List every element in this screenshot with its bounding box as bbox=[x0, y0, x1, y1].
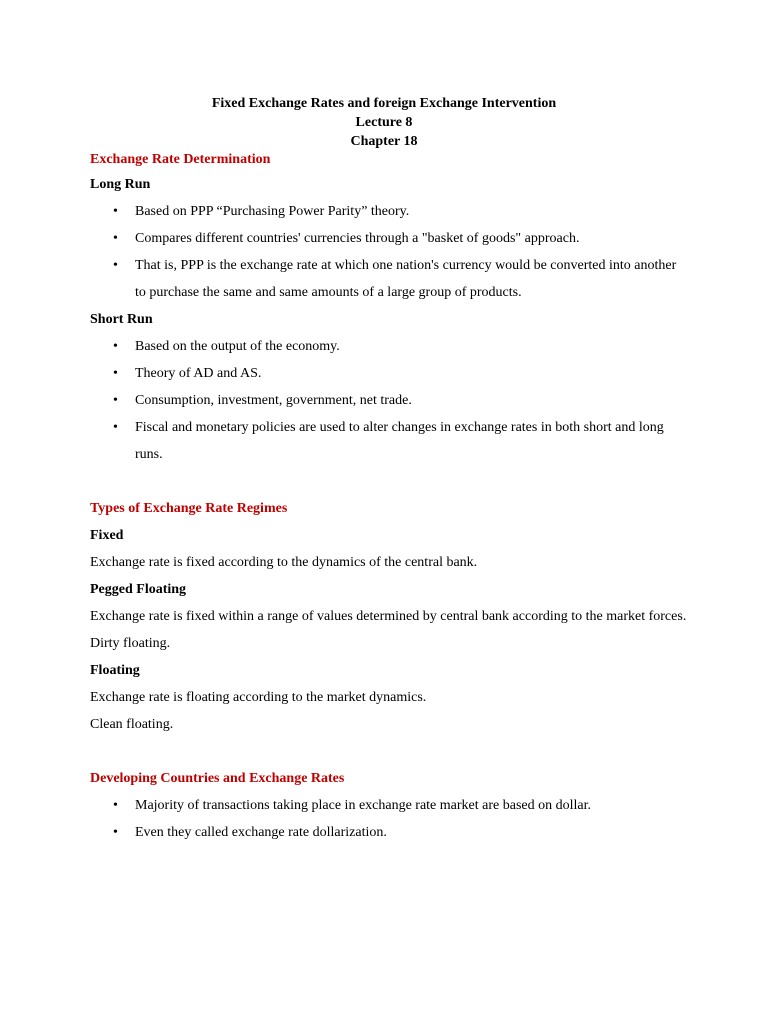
subheading-pegged-floating: Pegged Floating bbox=[90, 582, 187, 597]
title-line-3: Chapter 18 bbox=[350, 134, 418, 149]
list-item bbox=[90, 198, 690, 225]
bullet-icon: • bbox=[113, 393, 118, 408]
bullet-icon: • bbox=[113, 339, 118, 354]
title-line-2: Lecture 8 bbox=[355, 115, 413, 130]
list-item-text: That is, PPP is the exchange rate at which one nation's currency would be converted into another to purchase the same and same amounts of a large group of products. bbox=[135, 258, 677, 300]
bullet-icon: • bbox=[113, 798, 118, 813]
spacer bbox=[90, 468, 690, 495]
section-heading-developing-countries: Developing Countries and Exchange Rates bbox=[90, 771, 345, 786]
list-item-text: Consumption, investment, government, net trade. bbox=[135, 393, 412, 408]
list-item-text: Theory of AD and AS. bbox=[135, 366, 262, 381]
bullet-icon: • bbox=[113, 825, 118, 840]
list-item-text: Based on PPP “Purchasing Power Parity” theory. bbox=[135, 204, 410, 219]
subheading-short-run: Short Run bbox=[90, 312, 153, 327]
list-item bbox=[90, 360, 690, 387]
subheading-long-run: Long Run bbox=[90, 177, 151, 192]
list-item bbox=[90, 819, 690, 846]
bullet-icon: • bbox=[113, 420, 118, 435]
subheading-floating: Floating bbox=[90, 663, 140, 678]
bullet-icon: • bbox=[113, 366, 118, 381]
section-heading-exchange-rate-regimes: Types of Exchange Rate Regimes bbox=[90, 501, 288, 516]
title-line-1: Fixed Exchange Rates and foreign Exchange Intervention bbox=[211, 96, 557, 111]
floating-note: Clean floating. bbox=[90, 717, 174, 732]
list-item bbox=[90, 225, 690, 252]
list-item-text: Compares different countries' currencies through a "basket of goods" approach. bbox=[135, 231, 580, 246]
short-run-list bbox=[90, 333, 690, 468]
floating-description: Exchange rate is floating according to the market dynamics. bbox=[90, 690, 427, 705]
document-title bbox=[0, 94, 768, 151]
spacer bbox=[90, 738, 690, 765]
list-item-text: Even they called exchange rate dollarization. bbox=[135, 825, 387, 840]
bullet-icon: • bbox=[113, 258, 118, 273]
list-item-text: Based on the output of the economy. bbox=[135, 339, 340, 354]
long-run-list bbox=[90, 198, 690, 306]
list-item bbox=[90, 252, 690, 306]
pegged-floating-note: Dirty floating. bbox=[90, 636, 171, 651]
developing-countries-list bbox=[90, 792, 690, 846]
list-item bbox=[90, 333, 690, 360]
list-item-text: Majority of transactions taking place in exchange rate market are based on dollar. bbox=[135, 798, 591, 813]
list-item-text: Fiscal and monetary policies are used to alter changes in exchange rates in both short and long runs. bbox=[135, 420, 664, 462]
pegged-floating-description: Exchange rate is fixed within a range of values determined by central bank according to the market forces. bbox=[90, 609, 687, 624]
bullet-icon: • bbox=[113, 231, 118, 246]
list-item bbox=[90, 387, 690, 414]
fixed-description: Exchange rate is fixed according to the dynamics of the central bank. bbox=[90, 555, 478, 570]
bullet-icon: • bbox=[113, 204, 118, 219]
list-item bbox=[90, 792, 690, 819]
list-item bbox=[90, 414, 690, 468]
document-body bbox=[90, 148, 690, 846]
subheading-fixed: Fixed bbox=[90, 528, 124, 543]
section-heading-exchange-rate-determination: Exchange Rate Determination bbox=[90, 152, 271, 167]
